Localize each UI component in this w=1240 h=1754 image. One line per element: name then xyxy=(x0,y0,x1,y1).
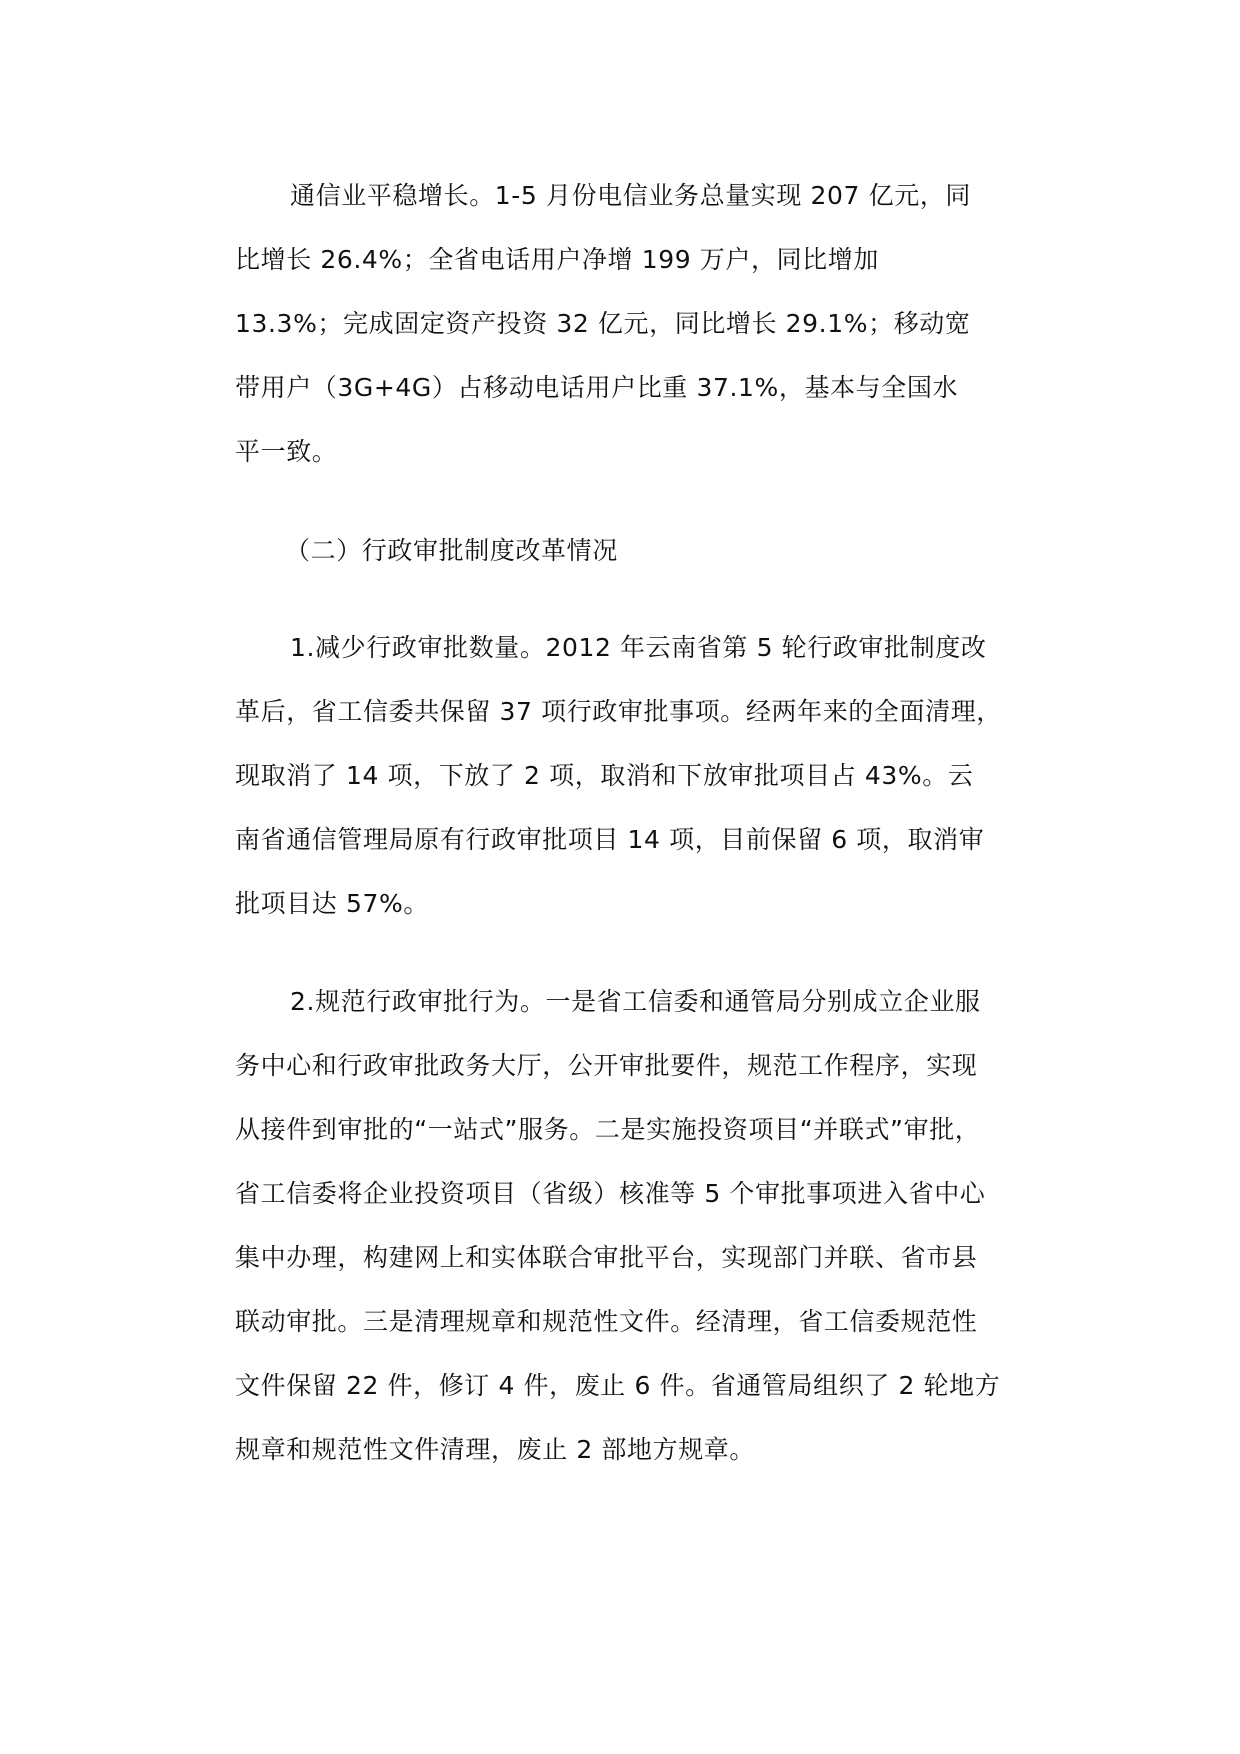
paragraph-3-line-3: 从接件到审批的“一站式”服务。二是实施投资项目“并联式”审批， xyxy=(235,1115,981,1144)
paragraph-3-line-7: 文件保留 22 件，修订 4 件，废止 6 件。省通管局组织了 2 轮地方 xyxy=(235,1371,1001,1400)
paragraph-2-line-5: 批项目达 57%。 xyxy=(235,889,429,918)
paragraph-2-line-2: 革后，省工信委共保留 37 项行政审批事项。经两年来的全面清理， xyxy=(235,697,1002,726)
paragraph-3-line-1: 2.规范行政审批行为。一是省工信委和通管局分别成立企业服 xyxy=(290,987,981,1016)
paragraph-2-line-1: 1.减少行政审批数量。2012 年云南省第 5 轮行政审批制度改 xyxy=(290,633,987,662)
paragraph-1-line-4: 带用户（3G+4G）占移动电话用户比重 37.1%，基本与全国水 xyxy=(235,373,959,402)
paragraph-3-line-6: 联动审批。三是清理规章和规范性文件。经清理，省工信委规范性 xyxy=(235,1307,978,1336)
paragraph-3-line-8: 规章和规范性文件清理，废止 2 部地方规章。 xyxy=(235,1435,756,1464)
paragraph-3-line-2: 务中心和行政审批政务大厅，公开审批要件，规范工作程序，实现 xyxy=(235,1051,978,1080)
paragraph-2-line-4: 南省通信管理局原有行政审批项目 14 项，目前保留 6 项，取消审 xyxy=(235,825,985,854)
section-heading: （二）行政审批制度改革情况 xyxy=(285,536,618,565)
paragraph-1-line-1: 通信业平稳增长。1-5 月份电信业务总量实现 207 亿元，同 xyxy=(290,181,971,210)
paragraph-1-line-2: 比增长 26.4%；全省电话用户净增 199 万户，同比增加 xyxy=(235,245,879,274)
paragraph-2-line-3: 现取消了 14 项，下放了 2 项，取消和下放审批项目占 43%。云 xyxy=(235,761,974,790)
paragraph-1-line-3: 13.3%；完成固定资产投资 32 亿元，同比增长 29.1%；移动宽 xyxy=(235,309,971,338)
paragraph-3-line-4: 省工信委将企业投资项目（省级）核准等 5 个审批事项进入省中心 xyxy=(235,1179,986,1208)
paragraph-3-line-5: 集中办理，构建网上和实体联合审批平台，实现部门并联、省市县 xyxy=(235,1243,978,1272)
paragraph-1-line-5: 平一致。 xyxy=(235,437,338,466)
